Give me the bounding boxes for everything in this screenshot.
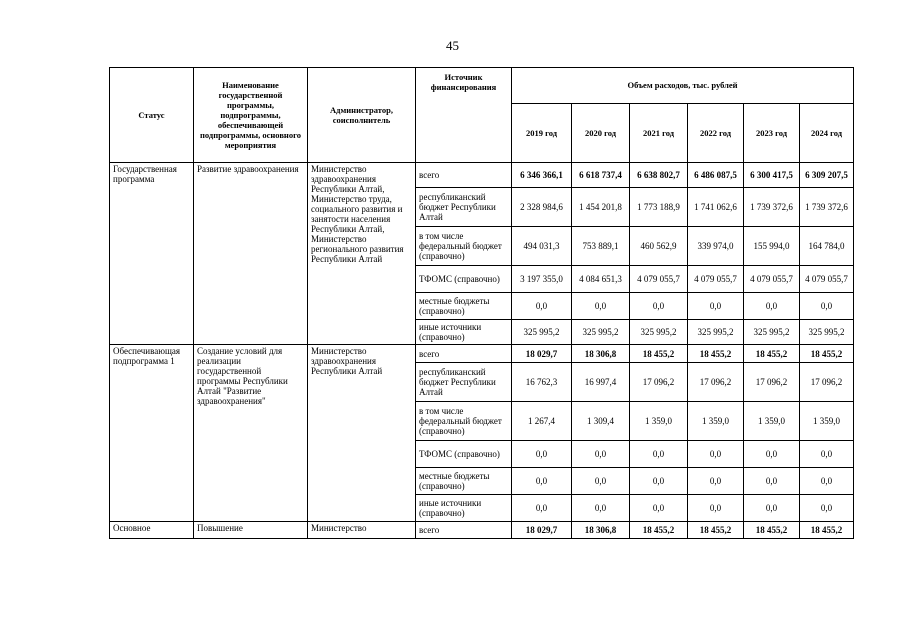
value-cell: 18 455,2 xyxy=(688,522,744,539)
value-cell: 18 029,7 xyxy=(512,345,572,363)
value-cell: 325 995,2 xyxy=(572,320,630,345)
value-cell: 16 997,4 xyxy=(572,363,630,402)
value-cell: 1 454 201,8 xyxy=(572,188,630,227)
value-cell: 18 455,2 xyxy=(800,522,854,539)
expenditure-table xyxy=(109,67,854,539)
value-cell: 0,0 xyxy=(744,293,800,320)
header-year: 2024 год xyxy=(800,104,854,163)
source-cell: ТФОМС (справочно) xyxy=(416,441,512,468)
header-year: 2020 год xyxy=(572,104,630,163)
value-cell: 1 309,4 xyxy=(572,402,630,441)
header-year: 2021 год xyxy=(630,104,688,163)
source-cell: местные бюджеты (справочно) xyxy=(416,293,512,320)
source-cell: всего xyxy=(416,163,512,188)
value-cell: 4 084 651,3 xyxy=(572,266,630,293)
value-cell: 4 079 055,7 xyxy=(744,266,800,293)
value-cell: 0,0 xyxy=(688,495,744,522)
value-cell: 6 346 366,1 xyxy=(512,163,572,188)
value-cell: 18 455,2 xyxy=(630,522,688,539)
header-year: 2019 год xyxy=(512,104,572,163)
name-cell: Развитие здравоохранения xyxy=(194,163,308,345)
name-cell: Повышение xyxy=(194,522,308,539)
value-cell: 2 328 984,6 xyxy=(512,188,572,227)
value-cell: 17 096,2 xyxy=(688,363,744,402)
value-cell: 18 455,2 xyxy=(800,345,854,363)
value-cell: 4 079 055,7 xyxy=(800,266,854,293)
value-cell: 0,0 xyxy=(744,441,800,468)
value-cell: 0,0 xyxy=(630,468,688,495)
header-volume: Объем расходов, тыс. рублей xyxy=(512,68,854,104)
header-admin: Администратор, соисполнитель xyxy=(308,68,416,163)
table-row xyxy=(110,345,854,363)
value-cell: 6 638 802,7 xyxy=(630,163,688,188)
value-cell: 1 739 372,6 xyxy=(744,188,800,227)
source-cell: иные источники (справочно) xyxy=(416,320,512,345)
header-year: 2023 год xyxy=(744,104,800,163)
value-cell: 1 267,4 xyxy=(512,402,572,441)
value-cell: 18 455,2 xyxy=(744,345,800,363)
value-cell: 325 995,2 xyxy=(744,320,800,345)
value-cell: 1 741 062,6 xyxy=(688,188,744,227)
value-cell: 6 618 737,4 xyxy=(572,163,630,188)
value-cell: 0,0 xyxy=(630,495,688,522)
value-cell: 1 359,0 xyxy=(630,402,688,441)
value-cell: 18 455,2 xyxy=(688,345,744,363)
value-cell: 6 300 417,5 xyxy=(744,163,800,188)
value-cell: 0,0 xyxy=(688,293,744,320)
value-cell: 0,0 xyxy=(572,293,630,320)
value-cell: 753 889,1 xyxy=(572,227,630,266)
value-cell: 6 309 207,5 xyxy=(800,163,854,188)
value-cell: 3 197 355,0 xyxy=(512,266,572,293)
value-cell: 18 306,8 xyxy=(572,522,630,539)
value-cell: 325 995,2 xyxy=(688,320,744,345)
value-cell: 0,0 xyxy=(800,468,854,495)
value-cell: 325 995,2 xyxy=(512,320,572,345)
value-cell: 0,0 xyxy=(630,293,688,320)
name-cell: Создание условий для реализации государственной программы Республики Алтай "Развитие здравоохранения" xyxy=(194,345,308,522)
page-number: 45 xyxy=(446,38,459,53)
status-cell: Обеспечивающая подпрограмма 1 xyxy=(110,345,194,522)
source-cell: ТФОМС (справочно) xyxy=(416,266,512,293)
source-cell: республиканский бюджет Республики Алтай xyxy=(416,188,512,227)
value-cell: 0,0 xyxy=(512,468,572,495)
source-cell: всего xyxy=(416,522,512,539)
value-cell: 0,0 xyxy=(572,441,630,468)
value-cell: 17 096,2 xyxy=(630,363,688,402)
value-cell: 1 739 372,6 xyxy=(800,188,854,227)
source-cell: иные источники (справочно) xyxy=(416,495,512,522)
value-cell: 0,0 xyxy=(512,293,572,320)
admin-cell: Министерство xyxy=(308,522,416,539)
value-cell: 18 455,2 xyxy=(744,522,800,539)
admin-cell: Министерство здравоохранения Республики Алтай xyxy=(308,345,416,522)
source-cell: республиканский бюджет Республики Алтай xyxy=(416,363,512,402)
value-cell: 17 096,2 xyxy=(744,363,800,402)
value-cell: 0,0 xyxy=(572,468,630,495)
value-cell: 18 455,2 xyxy=(630,345,688,363)
header-source: Источник финансирования xyxy=(416,68,512,163)
value-cell: 1 773 188,9 xyxy=(630,188,688,227)
value-cell: 0,0 xyxy=(800,495,854,522)
value-cell: 17 096,2 xyxy=(800,363,854,402)
header-status: Статус xyxy=(110,68,194,163)
value-cell: 1 359,0 xyxy=(688,402,744,441)
value-cell: 4 079 055,7 xyxy=(630,266,688,293)
admin-cell: Министерство здравоохранения Республики Алтай, Министерство труда, социального развития и занятости населения Республики Алтай, Министерство регионального развития Республики Алтай xyxy=(308,163,416,345)
value-cell: 0,0 xyxy=(572,495,630,522)
table-row xyxy=(110,163,854,188)
value-cell: 16 762,3 xyxy=(512,363,572,402)
header-row-1 xyxy=(110,68,854,104)
value-cell: 460 562,9 xyxy=(630,227,688,266)
status-cell: Государственная программа xyxy=(110,163,194,345)
value-cell: 1 359,0 xyxy=(800,402,854,441)
value-cell: 494 031,3 xyxy=(512,227,572,266)
source-cell: всего xyxy=(416,345,512,363)
status-cell: Основное xyxy=(110,522,194,539)
value-cell: 18 029,7 xyxy=(512,522,572,539)
value-cell: 339 974,0 xyxy=(688,227,744,266)
value-cell: 0,0 xyxy=(630,441,688,468)
value-cell: 0,0 xyxy=(688,441,744,468)
value-cell: 325 995,2 xyxy=(800,320,854,345)
source-cell: в том числе федеральный бюджет (справочно) xyxy=(416,227,512,266)
source-cell: местные бюджеты (справочно) xyxy=(416,468,512,495)
value-cell: 0,0 xyxy=(800,293,854,320)
value-cell: 0,0 xyxy=(688,468,744,495)
value-cell: 0,0 xyxy=(800,441,854,468)
value-cell: 0,0 xyxy=(744,495,800,522)
header-name: Наименование государственной программы, подпрограммы, обеспечивающей подпрограммы, основного мероприятия xyxy=(194,68,308,163)
value-cell: 18 306,8 xyxy=(572,345,630,363)
header-year: 2022 год xyxy=(688,104,744,163)
value-cell: 6 486 087,5 xyxy=(688,163,744,188)
value-cell: 0,0 xyxy=(512,495,572,522)
value-cell: 0,0 xyxy=(512,441,572,468)
value-cell: 0,0 xyxy=(744,468,800,495)
value-cell: 325 995,2 xyxy=(630,320,688,345)
value-cell: 164 784,0 xyxy=(800,227,854,266)
table-row xyxy=(110,522,854,539)
value-cell: 4 079 055,7 xyxy=(688,266,744,293)
value-cell: 1 359,0 xyxy=(744,402,800,441)
value-cell: 155 994,0 xyxy=(744,227,800,266)
source-cell: в том числе федеральный бюджет (справочно) xyxy=(416,402,512,441)
